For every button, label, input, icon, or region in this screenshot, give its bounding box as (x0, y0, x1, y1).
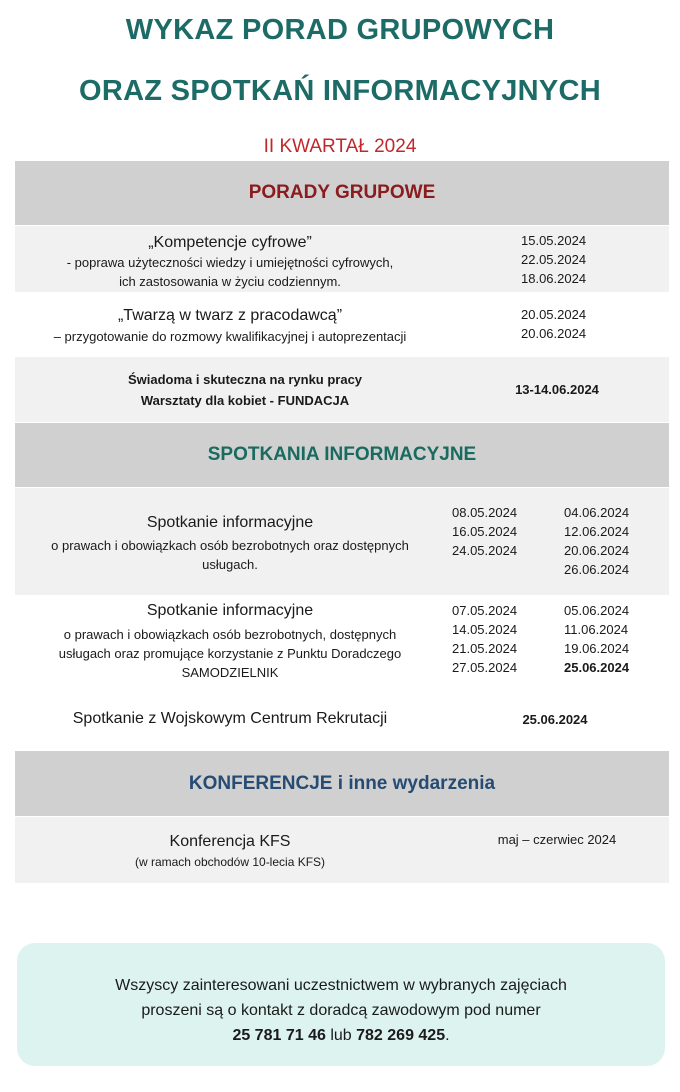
item-desc: Warsztaty dla kobiet - FUNDACJA (140, 393, 350, 408)
item-title: Spotkanie informacyjne (146, 514, 314, 531)
item-dates-col1 (452, 503, 517, 560)
date: 26.06.2024 (564, 562, 630, 577)
notice-line1: Wszyscy zainteresowani uczestnictwem w wybranych zajęciach (115, 977, 567, 994)
page-title-line1: WYKAZ PORAD GRUPOWYCH (125, 14, 555, 46)
row-spotkanie-informacyjne-1 (15, 488, 669, 595)
item-dates-col1 (452, 601, 517, 677)
item-desc: – przygotowanie do rozmowy kwalifikacyjnej i autoprezentacji (53, 329, 407, 344)
date: 05.06.2024 (564, 603, 630, 618)
date: 15.05.2024 (521, 233, 587, 248)
date: 24.05.2024 (452, 543, 518, 558)
item-title: Spotkanie z Wojskowym Centrum Rekrutacji (72, 710, 388, 727)
item-desc: usługach. (202, 557, 258, 572)
notice-end: . (445, 1027, 450, 1044)
phone-number-2: 782 269 425 (356, 1027, 446, 1044)
item-desc: - poprawa użyteczności wiedzy i umiejętności cyfrowych, (66, 255, 394, 270)
row-wojskowe-centrum-rekrutacji (15, 687, 669, 750)
section-heading-spotkania: SPOTKANIA INFORMACYJNE (15, 423, 669, 487)
item-desc: o prawach i obowiązkach osób bezrobotnych oraz dostępnych (51, 538, 409, 553)
date: 08.05.2024 (452, 505, 518, 520)
date: 18.06.2024 (521, 271, 587, 286)
item-dates (521, 305, 586, 343)
quarter-subtitle: II KWARTAŁ 2024 (263, 136, 417, 157)
item-date: maj – czerwiec 2024 (497, 832, 617, 847)
date: 19.06.2024 (564, 641, 630, 656)
date: 12.06.2024 (564, 524, 630, 539)
row-twarza-w-twarz (15, 292, 669, 357)
row-spotkanie-informacyjne-2 (15, 595, 669, 687)
phone-number-1: 25 781 71 46 (232, 1027, 326, 1044)
item-desc: SAMODZIELNIK (181, 665, 279, 680)
row-konferencja-kfs (15, 817, 669, 883)
item-desc: ich zastosowania w życiu codziennym. (119, 274, 341, 289)
item-date: 13-14.06.2024 (515, 382, 599, 397)
contact-notice (17, 943, 665, 1066)
date: 20.06.2024 (564, 543, 630, 558)
item-title: „Twarzą w twarz z pracodawcą” (117, 307, 343, 324)
item-dates-col2 (564, 601, 629, 677)
item-desc: o prawach i obowiązkach osób bezrobotnych, dostępnych (63, 627, 397, 642)
item-title: „Kompetencje cyfrowe” (148, 234, 312, 251)
item-title: Świadoma i skuteczna na rynku pracy (127, 372, 363, 387)
row-swiadoma-i-skuteczna (15, 357, 669, 422)
date: 07.05.2024 (452, 603, 518, 618)
date: 04.06.2024 (564, 505, 630, 520)
date: 21.05.2024 (452, 641, 518, 656)
date: 22.05.2024 (521, 252, 587, 267)
date: 14.05.2024 (452, 622, 518, 637)
row-kompetencje-cyfrowe (15, 226, 669, 292)
item-desc: usługach oraz promujące korzystanie z Punktu Doradczego (58, 646, 402, 661)
section-heading-porady: PORADY GRUPOWE (15, 161, 669, 225)
date: 25.06.2024 (564, 660, 630, 675)
item-dates-col2 (564, 503, 629, 579)
item-dates (521, 231, 586, 288)
item-title: Spotkanie informacyjne (146, 602, 314, 619)
page-title-line2: ORAZ SPOTKAŃ INFORMACYJNYCH (78, 75, 602, 107)
notice-phone-line (17, 1023, 665, 1048)
item-desc: (w ramach obchodów 10-lecia KFS) (134, 855, 326, 869)
date: 11.06.2024 (564, 622, 629, 637)
date: 27.05.2024 (452, 660, 518, 675)
section-heading-konferencje: KONFERENCJE i inne wydarzenia (15, 751, 669, 816)
item-title: Konferencja KFS (169, 833, 291, 850)
date: 16.05.2024 (452, 524, 518, 539)
date: 20.05.2024 (521, 307, 587, 322)
notice-line2: proszeni są o kontakt z doradcą zawodowym pod numer (141, 1002, 541, 1019)
item-date: 25.06.2024 (522, 712, 588, 727)
date: 20.06.2024 (521, 326, 587, 341)
notice-connector: lub (330, 1027, 352, 1044)
